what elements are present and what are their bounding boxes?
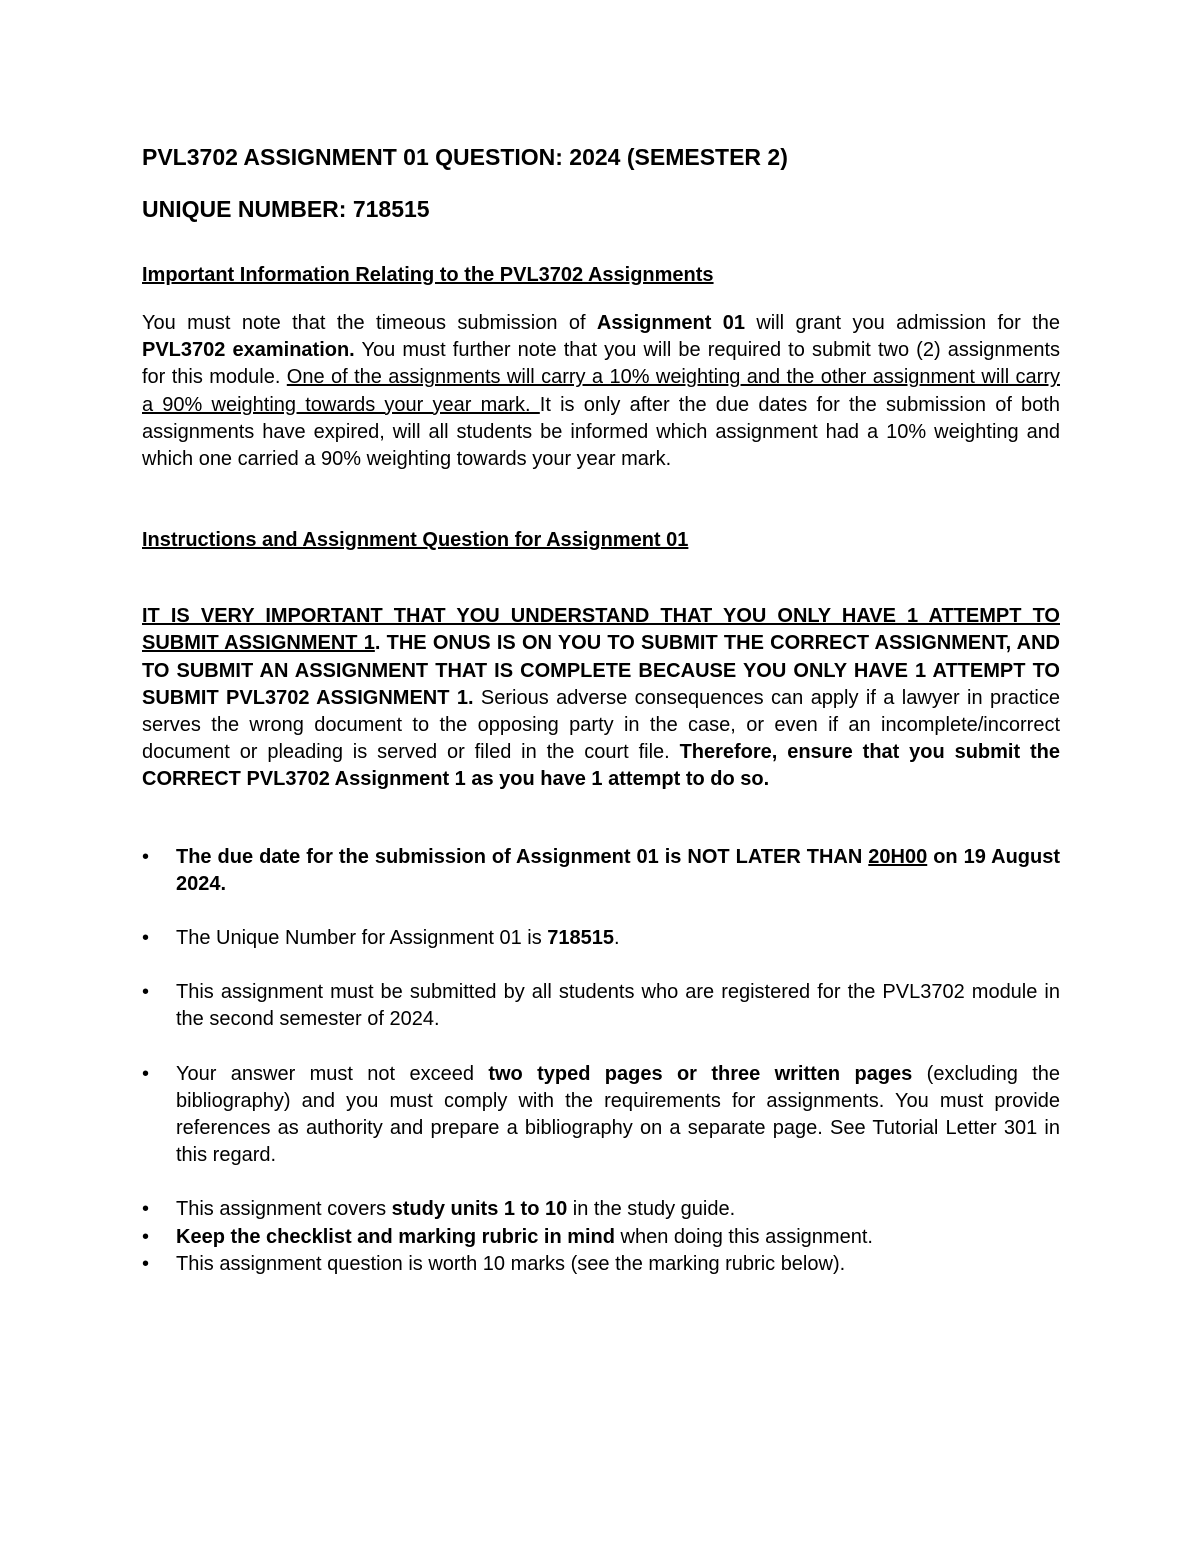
submission-warning-paragraph [142,603,1060,793]
text-run: will grant you admission for the [744,312,1060,334]
list-item-who-must-submit [142,979,1060,1033]
bullet-icon: • [142,1062,150,1085]
text-run-bold: Assignment 01 [596,312,745,334]
text-run: Your answer must not exceed [176,1062,489,1085]
list-item-page-limit [142,1061,1060,1170]
bullet-icon: • [142,1225,150,1248]
text-run-bold: Keep the checklist and marking rubric in mind [176,1225,615,1248]
bullet-icon: • [142,1252,150,1275]
text-run-bold: The due date for the submission of Assignment 01 is NOT LATER THAN [176,845,869,868]
text-run: This assignment covers [176,1198,392,1221]
bullet-icon: • [142,927,150,950]
text-run-bold: PVL3702 examination. [142,339,355,362]
text-run: when doing this assignment. [615,1225,873,1248]
list-item-marks [142,1251,1060,1278]
text-run-bold: Therefore, ensure that you submit the CORRECT PVL3702 Assignment 1 as you have 1 attempt to do so. [142,741,1061,791]
text-run-bold: . THE ONUS IS ON YOU TO SUBMIT THE CORRECT ASSIGNMENT, AND TO SUBMIT AN ASSIGNMENT THAT IS COMPLETE BECAUSE YOU ONLY HAVE 1 ATTEMPT TO SUBMIT PVL3702 ASSIGNMENT 1. [142,632,1061,709]
important-information-paragraph [142,310,1060,473]
text-run-bold: 718515 [547,927,615,950]
text-run-bold-underlined: 20H00 [868,845,928,868]
list-item-unique-number [142,925,1060,952]
bullet-icon: • [142,981,150,1004]
list-item-due-date [142,844,1060,898]
text-run-underlined: One of the assignments will carry a 10% weighting and the other assignment will carry a 90% weighting towards your year mark. [142,366,1060,416]
text-run-bold: study units 1 to 10 [391,1198,568,1221]
text-run: You must note that the timeous submission of [142,312,597,334]
text-run: You must further note that you will be required to submit two (2) assignments for this module. [142,339,1061,389]
text-run: The Unique Number for Assignment 01 is [176,927,548,950]
text-run-bold-underlined: IT IS VERY IMPORTANT THAT YOU UNDERSTAND THAT YOU ONLY HAVE 1 ATTEMPT TO SUBMIT ASSIGNMENT 1 [142,605,1060,655]
document-page [142,143,1060,1278]
bullet-icon: • [142,845,150,868]
instructions-bullet-list [142,844,1060,1278]
bullet-icon: • [142,1198,150,1221]
text-run: . [614,927,620,950]
text-run: (excluding the bibliography) and you must comply with the requirements for assignments. You must provide references as authority and prepare a bibliography on a separate page. See Tutorial Letter 301 in this regard. [176,1062,1060,1167]
list-item-checklist [142,1224,1060,1251]
list-item-study-units [142,1196,1060,1223]
text-run-bold: two typed pages or three written pages [488,1062,913,1085]
text-run: It is only after the due dates for the submission of both assignments have expired, will all students be informed which assignment had a 10% weighting and which one carried a 90% weighting towards your year mark. [142,393,1060,471]
text-run-bold: on 19 August 2024. [176,845,1061,895]
text-run: This assignment must be submitted by all students who are registered for the PVL3702 module in the second semester of 2024. [176,981,1060,1031]
section-heading-important-information: Important Information Relating to the PVL3702 Assignments [142,264,714,286]
section-heading-instructions: Instructions and Assignment Question for Assignment 01 [142,529,689,552]
text-run: This assignment question is worth 10 marks (see the marking rubric below). [176,1252,846,1275]
text-run: Serious adverse consequences can apply if a lawyer in practice serves the wrong document to the opposing party in the case, or even if an incomplete/incorrect document or pleading is served or filed in the court file. [142,686,1060,764]
document-title: PVL3702 ASSIGNMENT 01 QUESTION: 2024 (SEMESTER 2) [142,144,788,170]
unique-number-heading: UNIQUE NUMBER: 718515 [142,196,430,222]
text-run: in the study guide. [567,1198,736,1221]
